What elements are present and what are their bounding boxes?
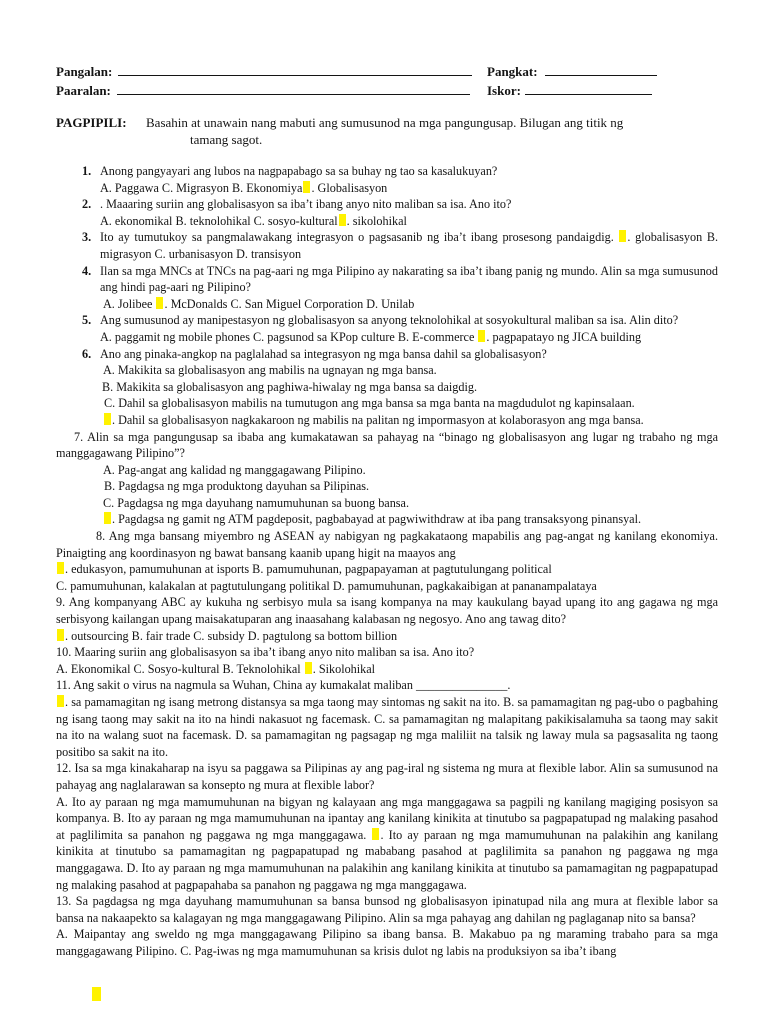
question-5-options xyxy=(56,329,718,346)
options-text: . sikolohikal xyxy=(346,213,407,228)
question-text: Ilan sa mga MNCs at TNCs na pag-aari ng mga Pilipino ay nakarating sa iba’t ibang panig ng mundo. Alin sa mga sumusunod ang hindi pag-aari ng Pilipino? xyxy=(100,263,718,295)
question-text: Ang sumusunod ay manipestasyon ng globalisasyon sa anyong teknolohikal at sosyokultural maliban sa isa. Alin dito? xyxy=(100,313,679,328)
instruction-line-2: tamang sagot. xyxy=(190,132,263,147)
question-13: 13. Sa pagdagsa ng mga dayuhang mamumuhunan sa bansa bunsod ng globalisasyon ipinatupad nila ang mura at flexible labor sa bansa na nakaapekto sa kalagayan ng mga manggagawang Pilipino. Alin sa mga pahayag ang dahilan ng paglaganap nito sa bansa? xyxy=(56,894,718,925)
question-11-options xyxy=(56,694,718,760)
question-10: 10. Maaring suriin ang globalisasyon sa iba’t ibang anyo nito maliban sa isa. Ano ito? xyxy=(56,645,475,660)
question-13-options: A. Maipantay ang sweldo ng mga manggagawang Pilipino sa ibang bansa. B. Makabuo pa ng maraming trabaho para sa mga manggagawang Pilipino. C. Pag-iwas ng mga mamumuhunan sa krisis dulot ng labis na produksiyon sa iba’t ibang xyxy=(56,927,718,958)
question-4 xyxy=(56,263,718,296)
answer-highlight[interactable] xyxy=(57,629,64,641)
answer-highlight[interactable] xyxy=(104,413,111,425)
answer-highlight[interactable] xyxy=(339,214,346,226)
question-7: 7. Alin sa mga pangungusap sa ibaba ang kumakatawan sa pahayag na “binago ng globalisasyon ang lugar ng trabaho ng mga manggagawang Pilipino”? xyxy=(56,429,718,461)
question-1 xyxy=(56,163,718,180)
question-7-option-b: B. Pagdagsa ng mga produktong dayuhan sa Pilipinas. xyxy=(104,479,370,494)
instructions xyxy=(56,114,718,148)
options-text: globalisasyon B. migrasyon C. urbanisasyon D. transisyon xyxy=(100,230,719,261)
score-label: Iskor: xyxy=(487,83,521,98)
answer-highlight[interactable] xyxy=(57,695,64,707)
question-12-options xyxy=(56,794,718,894)
question-number: 6. xyxy=(82,346,92,361)
question-number: 1. xyxy=(82,164,92,178)
question-9-options xyxy=(56,628,718,645)
options-text: A. ekonomikal B. teknolohikal C. sosyo-kultural xyxy=(100,213,338,228)
question-12: 12. Isa sa mga kinakaharap na isyu sa paggawa sa Pilipinas ay ang pag-iral ng sistema ng mura at flexible labor. Alin sa sumusunod na pahayag ang naglalarawan sa konsepto ng mura at flexible labor? xyxy=(56,761,718,792)
options-text: . outsourcing B. fair trade C. subsidy D. pagtulong sa bottom billion xyxy=(65,628,398,643)
question-list xyxy=(56,163,718,960)
options-text: A. Paggawa C. Migrasyon B. Ekonomiya xyxy=(100,180,303,195)
question-7-option-c: C. Pagdagsa ng mga dayuhang namumuhunan sa buong bansa. xyxy=(103,495,409,510)
question-text: . xyxy=(627,230,631,245)
question-number: 2. xyxy=(82,197,92,212)
answer-highlight[interactable] xyxy=(57,562,64,574)
options-text: . pagpapatayo ng JICA building xyxy=(486,329,642,344)
options-text: A. Ekonomikal C. Sosyo-kultural B. Teknolohikal xyxy=(56,661,301,676)
header-row-1 xyxy=(56,62,718,81)
question-6-option-c: C. Dahil sa globalisasyon mabilis na tumutugon ang mga bansa sa mga banta na magdudulot ng kapinsalaan. xyxy=(104,396,635,411)
question-text: Anong pangyayari ang lubos na nagpapabago sa sa buhay ng tao sa kasalukuyan? xyxy=(100,164,498,178)
question-6-option-d xyxy=(56,412,718,429)
answer-highlight[interactable] xyxy=(156,297,163,309)
options-text: . sa pamamagitan ng isang metrong distansya sa mga taong may sintomas ng sakit na ito. B. sa pamamagitan ng pag-ubo o pagbahing ng isang taong may sakit na ito na hindi nakasuot ng facemask. C. sa pamamagitan ng malapitang pakikisalamuha sa taong may sakit na ito na walang suot na facemask. D. sa pamamagitan ng pagsagap ng mga maliliit na talsik ng laway mula sa pagsasalita ng taong positibo sa sakit na ito. xyxy=(56,695,718,759)
question-6-option-b: B. Makikita sa globalisasyon ang paghiwa-hiwalay ng mga bansa sa daigdig. xyxy=(102,379,478,394)
options-text: A. Jolibee xyxy=(103,296,153,311)
answer-highlight[interactable] xyxy=(372,828,379,840)
question-8: 8. Ang mga bansang miyembro ng ASEAN ay nabigyan ng pagkakataong mapabilis ang pag-angat ng kanilang ekonomiya. Pinaigting ang koordinasyon ng bawat bansang kaanib upang higit na maayos ang xyxy=(56,529,718,560)
instruction-heading: PAGPIPILI: xyxy=(56,115,127,130)
options-text: . edukasyon, pamumuhunan at isports B. pamumuhunan, pagpapayaman at pagtutulungang political xyxy=(65,562,552,577)
answer-highlight[interactable] xyxy=(478,330,485,342)
question-3 xyxy=(56,229,718,262)
question-2 xyxy=(56,196,718,213)
question-10-options xyxy=(56,661,718,678)
question-11: 11. Ang sakit o virus na nagmula sa Wuhan, China ay kumakalat maliban _______________. xyxy=(56,678,511,693)
header-row-2 xyxy=(56,81,718,100)
question-8-options-line-1 xyxy=(56,561,718,578)
instruction-line-1: Basahin at unawain nang mabuti ang sumusunod na mga pangungusap. Bilugan ang titik ng xyxy=(146,115,624,130)
options-text: . Ito ay paraan ng mga mamumuhunan na palakihin ang kanilang kinikita at tinutubo sa pamamagitan ng pagpapatupad ng mababang pasahod at paglilimita sa panahon ng paggawa ng mga manggagawa. D. Ito ay paraan ng mga mamumuhunan na palakihin ang kanilang kinikita at tinutubo sa pamamagitan ng pagpapatupad ng malaking pasahod at pagpapahaba sa panahon ng paggawa ng mga manggagawa. xyxy=(56,827,718,892)
question-text: Ano ang pinaka-angkop na paglalahad sa integrasyon ng mga bansa dahil sa globalisasyon? xyxy=(100,346,547,361)
question-1-options xyxy=(56,180,718,197)
answer-highlight[interactable] xyxy=(619,230,626,242)
worksheet-page xyxy=(56,62,718,960)
group-field-line[interactable] xyxy=(545,62,657,76)
answer-highlight[interactable] xyxy=(305,662,312,674)
question-5 xyxy=(56,312,718,329)
group-label: Pangkat: xyxy=(487,64,538,79)
options-text: A. Ito ay paraan ng mga mamumuhunan na bigyan ng kalayaan ang mga manggagawa sa pagpili ng kanilang magiging posisyon sa kompanya. B. Ito ay paraan ng mga mamumuhunan na ipantay ang kanilang kinikita at tinutubo sa pagpapatupad ng malaking pasahod at paglilimita sa panahon ng paggawa ng mga manggagawa. xyxy=(56,794,718,842)
question-text: . Maaaring suriin ang globalisasyon sa iba’t ibang anyo nito maliban sa isa. Ano ito? xyxy=(100,197,512,212)
question-text: Ito ay tumutukoy sa pangmalawakang integrasyon o pagsasanib ng iba’t ibang prosesong pandaigdig. xyxy=(100,230,614,245)
school-field-line[interactable] xyxy=(117,81,470,95)
question-2-options xyxy=(56,213,718,230)
answer-highlight[interactable] xyxy=(303,181,310,193)
question-number: 4. xyxy=(82,263,92,278)
question-9: 9. Ang kompanyang ABC ay kukuha ng serbisyo mula sa isang kompanya na may kaukulang bayad upang ito ang gagawa ng mga serbisyong kailangan upang maisakatuparan ang inaasahang kalabasan ng negosyo. Ano ang tawag dito? xyxy=(56,595,718,627)
options-text: . Pagdagsa ng gamit ng ATM pagdeposit, pagbabayad at pagwiwithdraw at iba pang transaksyong pinansyal. xyxy=(112,512,642,527)
options-text: A. paggamit ng mobile phones C. pagsunod sa KPop culture B. E-commerce xyxy=(100,329,475,344)
question-6 xyxy=(56,346,718,363)
answer-highlight-bottom[interactable] xyxy=(92,987,101,1001)
school-label: Paaralan: xyxy=(56,83,111,98)
question-number: 5. xyxy=(82,313,92,328)
question-number: 3. xyxy=(82,230,92,245)
question-8-options-line-2: C. pamumuhunan, kalakalan at pagtutulungang politikal D. pamumuhunan, pagkakaibigan at pananampalataya xyxy=(56,578,597,593)
answer-highlight[interactable] xyxy=(104,512,111,524)
options-text: . McDonalds C. San Miguel Corporation D. Unilab xyxy=(164,296,415,311)
score-field-line[interactable] xyxy=(525,81,652,95)
question-4-options xyxy=(56,296,718,313)
options-text: . Dahil sa globalisasyon nagkakaroon ng mabilis na palitan ng impormasyon at kolaborasyon ang mga bansa. xyxy=(112,412,644,427)
options-text: . Sikolohikal xyxy=(312,661,376,676)
options-text: . Globalisasyon xyxy=(311,180,388,195)
name-label: Pangalan: xyxy=(56,64,113,79)
question-7-option-d xyxy=(56,511,718,528)
question-7-option-a: A. Pag-angat ang kalidad ng manggagawang Pilipino. xyxy=(103,462,366,477)
name-field-line[interactable] xyxy=(118,62,472,76)
instruction-text xyxy=(144,114,623,148)
question-6-option-a: A. Makikita sa globalisasyon ang mabilis na ugnayan ng mga bansa. xyxy=(103,363,437,378)
